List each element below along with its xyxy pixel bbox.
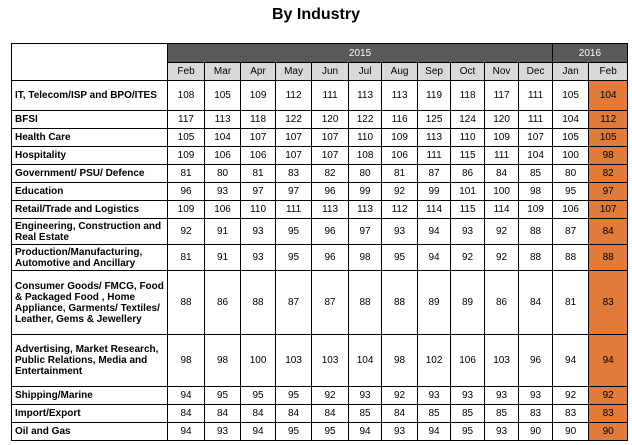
value-cell: 80 (204, 165, 241, 183)
value-cell: 84 (312, 405, 349, 423)
value-cell: 98 (382, 335, 418, 387)
value-cell: 109 (484, 129, 519, 147)
value-cell: 113 (204, 111, 241, 129)
industry-label: Shipping/Marine (12, 387, 168, 405)
value-cell: 88 (382, 271, 418, 335)
value-cell: 94 (168, 387, 205, 405)
value-cell: 87 (275, 271, 312, 335)
value-cell: 81 (241, 165, 276, 183)
value-cell: 101 (451, 183, 484, 201)
month-header: Feb (589, 63, 628, 81)
value-cell: 85 (417, 405, 450, 423)
highlighted-value-cell: 84 (589, 219, 628, 245)
value-cell: 115 (451, 147, 484, 165)
page-title: By Industry (271, 6, 360, 23)
value-cell: 88 (348, 271, 381, 335)
value-cell: 93 (484, 387, 519, 405)
month-header: May (275, 63, 312, 81)
value-cell: 97 (275, 183, 312, 201)
highlighted-value-cell: 92 (589, 387, 628, 405)
value-cell: 108 (168, 81, 205, 111)
value-cell: 107 (312, 147, 349, 165)
value-cell: 110 (348, 129, 381, 147)
value-cell: 95 (204, 387, 241, 405)
value-cell: 94 (348, 423, 381, 441)
industry-label: IT, Telecom/ISP and BPO/ITES (12, 81, 168, 111)
value-cell: 85 (484, 405, 519, 423)
value-cell: 85 (451, 405, 484, 423)
value-cell: 100 (484, 183, 519, 201)
value-cell: 87 (312, 271, 349, 335)
value-cell: 82 (312, 165, 349, 183)
highlighted-value-cell: 97 (589, 183, 628, 201)
value-cell: 95 (312, 423, 349, 441)
table-row (12, 165, 628, 183)
value-cell: 111 (519, 81, 553, 111)
value-cell: 117 (484, 81, 519, 111)
value-cell: 106 (241, 147, 276, 165)
value-cell: 117 (168, 111, 205, 129)
value-cell: 105 (552, 129, 589, 147)
industry-label: Import/Export (12, 405, 168, 423)
industry-label: Hospitality (12, 147, 168, 165)
value-cell: 88 (552, 245, 589, 271)
value-cell: 91 (204, 245, 241, 271)
value-cell: 94 (168, 423, 205, 441)
value-cell: 94 (241, 423, 276, 441)
value-cell: 83 (552, 405, 589, 423)
value-cell: 95 (275, 423, 312, 441)
value-cell: 111 (519, 111, 553, 129)
year-header-2016: 2016 (552, 44, 627, 63)
value-cell: 105 (204, 81, 241, 111)
highlighted-value-cell: 105 (589, 129, 628, 147)
value-cell: 92 (382, 183, 418, 201)
value-cell: 105 (168, 129, 205, 147)
industry-label: Education (12, 183, 168, 201)
value-cell: 93 (417, 387, 450, 405)
value-cell: 94 (552, 335, 589, 387)
value-cell: 114 (484, 201, 519, 219)
table-row (12, 219, 628, 245)
month-header: Sep (417, 63, 450, 81)
highlighted-value-cell: 88 (589, 245, 628, 271)
value-cell: 89 (417, 271, 450, 335)
value-cell: 107 (275, 129, 312, 147)
value-cell: 93 (204, 183, 241, 201)
value-cell: 96 (312, 219, 349, 245)
value-cell: 118 (241, 111, 276, 129)
value-cell: 88 (168, 271, 205, 335)
value-cell: 93 (204, 423, 241, 441)
value-cell: 103 (275, 335, 312, 387)
month-header: Nov (484, 63, 519, 81)
industry-label: Advertising, Market Research, Public Relations, Media and Entertainment (12, 335, 168, 387)
value-cell: 84 (382, 405, 418, 423)
year-header-2015: 2015 (168, 44, 553, 63)
table-row (12, 245, 628, 271)
value-cell: 93 (241, 219, 276, 245)
value-cell: 111 (484, 147, 519, 165)
value-cell: 87 (417, 165, 450, 183)
value-cell: 93 (451, 219, 484, 245)
highlighted-value-cell: 83 (589, 271, 628, 335)
industry-label: Production/Manufacturing, Automotive and Ancillary (12, 245, 168, 271)
highlighted-value-cell: 94 (589, 335, 628, 387)
value-cell: 91 (204, 219, 241, 245)
value-cell: 84 (484, 165, 519, 183)
industry-label: BFSI (12, 111, 168, 129)
value-cell: 106 (204, 201, 241, 219)
value-cell: 125 (417, 111, 450, 129)
value-cell: 88 (519, 219, 553, 245)
value-cell: 111 (312, 81, 349, 111)
value-cell: 95 (275, 245, 312, 271)
value-cell: 119 (417, 81, 450, 111)
value-cell: 98 (519, 183, 553, 201)
value-cell: 86 (484, 271, 519, 335)
industry-label: Government/ PSU/ Defence (12, 165, 168, 183)
value-cell: 92 (312, 387, 349, 405)
month-header: Dec (519, 63, 553, 81)
highlighted-value-cell: 82 (589, 165, 628, 183)
highlighted-value-cell: 83 (589, 405, 628, 423)
table-row (12, 335, 628, 387)
value-cell: 99 (348, 183, 381, 201)
value-cell: 109 (168, 147, 205, 165)
value-cell: 104 (348, 335, 381, 387)
value-cell: 97 (348, 219, 381, 245)
value-cell: 104 (204, 129, 241, 147)
value-cell: 96 (168, 183, 205, 201)
value-cell: 106 (204, 147, 241, 165)
month-header: Apr (241, 63, 276, 81)
highlighted-value-cell: 104 (589, 81, 628, 111)
value-cell: 95 (451, 423, 484, 441)
table-row (12, 387, 628, 405)
month-header: Jul (348, 63, 381, 81)
value-cell: 81 (168, 245, 205, 271)
value-cell: 106 (451, 335, 484, 387)
value-cell: 95 (552, 183, 589, 201)
value-cell: 88 (241, 271, 276, 335)
value-cell: 103 (484, 335, 519, 387)
value-cell: 102 (417, 335, 450, 387)
value-cell: 109 (519, 201, 553, 219)
value-cell: 93 (484, 423, 519, 441)
value-cell: 106 (552, 201, 589, 219)
table-row (12, 129, 628, 147)
table-row (12, 423, 628, 441)
value-cell: 106 (382, 147, 418, 165)
value-cell: 84 (519, 271, 553, 335)
month-header: Oct (451, 63, 484, 81)
value-cell: 107 (241, 129, 276, 147)
value-cell: 93 (382, 423, 418, 441)
value-cell: 120 (484, 111, 519, 129)
value-cell: 108 (348, 147, 381, 165)
value-cell: 105 (552, 81, 589, 111)
industry-label: Retail/Trade and Logistics (12, 201, 168, 219)
value-cell: 107 (519, 129, 553, 147)
value-cell: 96 (312, 183, 349, 201)
value-cell: 93 (519, 387, 553, 405)
value-cell: 94 (417, 219, 450, 245)
table-row (12, 183, 628, 201)
value-cell: 92 (484, 219, 519, 245)
value-cell: 111 (275, 201, 312, 219)
value-cell: 84 (241, 405, 276, 423)
month-header: Jan (552, 63, 589, 81)
value-cell: 100 (241, 335, 276, 387)
month-header: Mar (204, 63, 241, 81)
value-cell: 118 (451, 81, 484, 111)
highlighted-value-cell: 107 (589, 201, 628, 219)
value-cell: 104 (519, 147, 553, 165)
value-cell: 113 (382, 81, 418, 111)
value-cell: 96 (312, 245, 349, 271)
value-cell: 100 (552, 147, 589, 165)
table-body (12, 81, 628, 441)
value-cell: 81 (382, 165, 418, 183)
value-cell: 113 (348, 81, 381, 111)
value-cell: 93 (382, 219, 418, 245)
industry-label: Consumer Goods/ FMCG, Food & Packaged Food , Home Appliance, Garments/ Textiles/ Leather, Gems & Jewellery (12, 271, 168, 335)
value-cell: 94 (417, 245, 450, 271)
value-cell: 92 (484, 245, 519, 271)
value-cell: 97 (241, 183, 276, 201)
month-header: Aug (382, 63, 418, 81)
value-cell: 109 (382, 129, 418, 147)
value-cell: 109 (241, 81, 276, 111)
value-cell: 98 (168, 335, 205, 387)
value-cell: 107 (275, 147, 312, 165)
value-cell: 114 (417, 201, 450, 219)
value-cell: 111 (417, 147, 450, 165)
value-cell: 84 (204, 405, 241, 423)
value-cell: 92 (382, 387, 418, 405)
value-cell: 95 (275, 387, 312, 405)
industry-table (11, 43, 628, 441)
value-cell: 112 (275, 81, 312, 111)
highlighted-value-cell: 90 (589, 423, 628, 441)
value-cell: 92 (168, 219, 205, 245)
value-cell: 81 (552, 271, 589, 335)
month-header: Jun (312, 63, 349, 81)
industry-label: Engineering, Construction and Real Estate (12, 219, 168, 245)
value-cell: 90 (519, 423, 553, 441)
value-cell: 122 (275, 111, 312, 129)
value-cell: 115 (451, 201, 484, 219)
value-cell: 95 (275, 219, 312, 245)
value-cell: 81 (168, 165, 205, 183)
value-cell: 93 (348, 387, 381, 405)
value-cell: 85 (348, 405, 381, 423)
value-cell: 90 (552, 423, 589, 441)
value-cell: 122 (348, 111, 381, 129)
highlighted-value-cell: 98 (589, 147, 628, 165)
value-cell: 92 (451, 245, 484, 271)
value-cell: 104 (552, 111, 589, 129)
value-cell: 112 (382, 201, 418, 219)
highlighted-value-cell: 112 (589, 111, 628, 129)
value-cell: 84 (275, 405, 312, 423)
value-cell: 124 (451, 111, 484, 129)
value-cell: 83 (275, 165, 312, 183)
table-row (12, 405, 628, 423)
value-cell: 95 (241, 387, 276, 405)
table-row (12, 111, 628, 129)
value-cell: 93 (241, 245, 276, 271)
table-row (12, 271, 628, 335)
value-cell: 116 (382, 111, 418, 129)
value-cell: 84 (168, 405, 205, 423)
value-cell: 88 (519, 245, 553, 271)
value-cell: 113 (348, 201, 381, 219)
value-cell: 80 (552, 165, 589, 183)
value-cell: 92 (552, 387, 589, 405)
value-cell: 110 (451, 129, 484, 147)
value-cell: 110 (241, 201, 276, 219)
value-cell: 96 (519, 335, 553, 387)
value-cell: 103 (312, 335, 349, 387)
value-cell: 87 (552, 219, 589, 245)
value-cell: 83 (519, 405, 553, 423)
value-cell: 109 (168, 201, 205, 219)
value-cell: 98 (348, 245, 381, 271)
industry-label: Oil and Gas (12, 423, 168, 441)
value-cell: 80 (348, 165, 381, 183)
value-cell: 89 (451, 271, 484, 335)
value-cell: 95 (382, 245, 418, 271)
table-row (12, 81, 628, 111)
value-cell: 94 (417, 423, 450, 441)
corner-cell (12, 44, 168, 81)
value-cell: 93 (451, 387, 484, 405)
value-cell: 107 (312, 129, 349, 147)
value-cell: 86 (451, 165, 484, 183)
value-cell: 99 (417, 183, 450, 201)
value-cell: 85 (519, 165, 553, 183)
month-header: Feb (168, 63, 205, 81)
value-cell: 113 (312, 201, 349, 219)
industry-label: Health Care (12, 129, 168, 147)
year-header-row (12, 44, 628, 63)
value-cell: 86 (204, 271, 241, 335)
value-cell: 120 (312, 111, 349, 129)
value-cell: 113 (417, 129, 450, 147)
table-row (12, 147, 628, 165)
table-row (12, 201, 628, 219)
value-cell: 98 (204, 335, 241, 387)
